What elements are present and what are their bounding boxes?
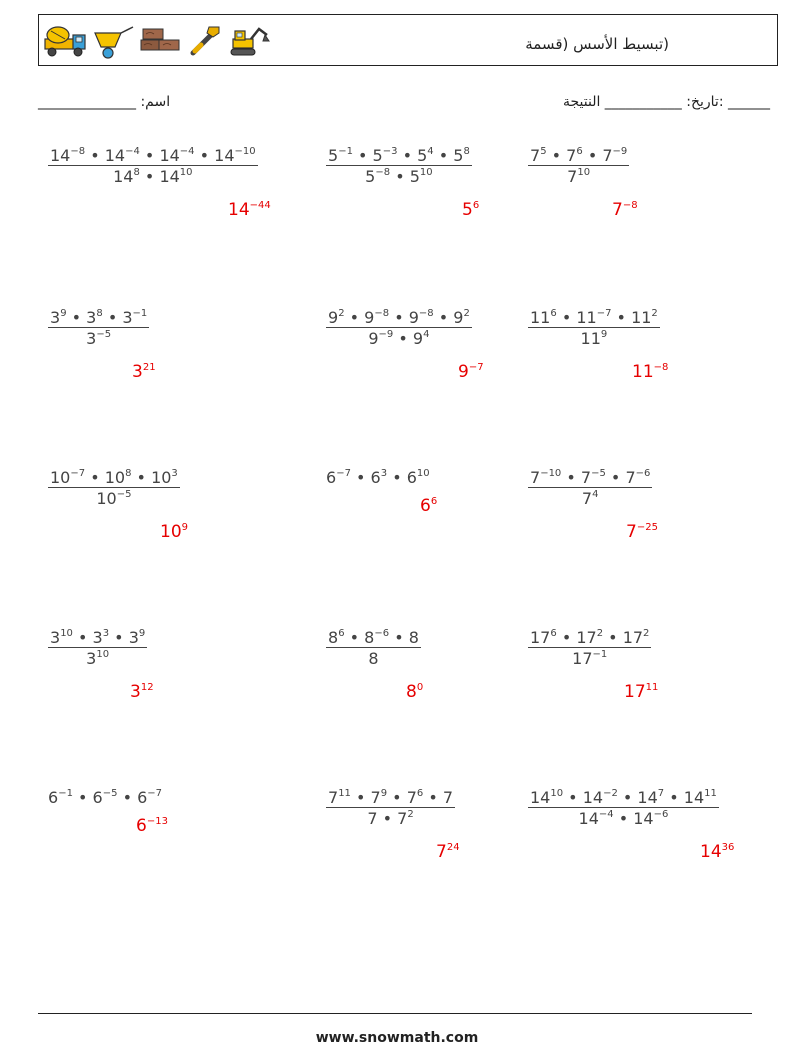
- power-term: $8^6$: [328, 628, 345, 647]
- answer-14: [436, 842, 460, 862]
- problem-12: [528, 628, 651, 668]
- power-term: $6^{-7}$: [137, 788, 163, 807]
- power-term: $3^{10}$: [86, 649, 110, 668]
- answer-power: $9^{-7}$: [458, 362, 484, 382]
- denominator: [528, 327, 660, 348]
- power-term: $11^{-7}$: [576, 308, 612, 327]
- numerator: $11^6$ • $11^{-7}$ • $11^2$: [530, 308, 658, 327]
- fraction: [48, 628, 147, 668]
- cement-mixer-truck-icon: [43, 23, 87, 59]
- power-term: $7^{10}$: [567, 167, 591, 186]
- power-term: $14^{-4}$: [578, 809, 614, 828]
- fraction: [528, 308, 660, 348]
- answer-power: $7^{24}$: [436, 842, 460, 862]
- power-term: $7^{11}$: [328, 788, 351, 807]
- worksheet-title: (تبسيط الأسس (قسمة: [525, 35, 669, 53]
- power-term: $6^{-5}$: [92, 788, 118, 807]
- answer-13: [136, 816, 168, 836]
- power-term: $6^{-7}$: [326, 468, 351, 487]
- answer-power: $5^6$: [462, 200, 480, 220]
- power-term: $3^9$: [50, 308, 67, 327]
- power-term: $5^{-3}$: [372, 146, 398, 165]
- footer-divider: [38, 1013, 752, 1014]
- numerator: $17^6$ • $17^2$ • $17^2$: [530, 628, 650, 647]
- problem-4: [48, 308, 149, 348]
- answer-power: $14^{-44}$: [228, 200, 271, 220]
- power-term: $5^{10}$: [409, 167, 433, 186]
- denominator: [528, 487, 652, 508]
- wheelbarrow-icon: [91, 23, 135, 59]
- answer-power: $10^9$: [160, 522, 189, 542]
- power-term: $14^{11}$: [683, 788, 717, 807]
- fraction: [326, 308, 472, 348]
- excavator-icon: [227, 23, 271, 59]
- problem-15: [528, 788, 719, 828]
- problem-8: [326, 468, 430, 487]
- power-term: $7^6$: [566, 146, 583, 165]
- denominator: $14^{-4}$ • $14^{-6}$: [528, 807, 719, 828]
- power-term: 7: [442, 788, 454, 807]
- fraction: [48, 308, 149, 348]
- power-term: $7^{-5}$: [580, 468, 606, 487]
- wrench-icon: [187, 23, 223, 59]
- power-term: $6^{10}$: [406, 468, 430, 487]
- answer-3: [612, 200, 638, 220]
- power-term: $3^8$: [86, 308, 103, 327]
- power-term: $17^6$: [530, 628, 557, 647]
- power-term: $14^{10}$: [530, 788, 564, 807]
- fraction: [528, 468, 652, 508]
- numerator: $10^{-7}$ • $10^8$ • $10^3$: [50, 468, 178, 487]
- power-term: $14^{-4}$: [104, 146, 140, 165]
- problem-6: [528, 308, 660, 348]
- power-term: $5^4$: [417, 146, 434, 165]
- name-field: اسم: ______________: [38, 94, 171, 110]
- power-term: $14^{-10}$: [214, 146, 256, 165]
- answer-5: [458, 362, 484, 382]
- problem-3: [528, 146, 629, 186]
- fraction: [528, 628, 651, 668]
- numerator: $5^{-1}$ • $5^{-3}$ • $5^4$ • $5^8$: [328, 146, 470, 165]
- power-term: $9^2$: [453, 308, 470, 327]
- answer-10: [130, 682, 154, 702]
- problem-13: [48, 788, 162, 807]
- denominator: [48, 327, 149, 348]
- answer-8: [420, 496, 437, 516]
- power-term: $9^{-8}$: [408, 308, 434, 327]
- numerator: $7^{11}$ • $7^9$ • $7^6$ • 7: [328, 788, 454, 807]
- date-score-field: ______ :تاريخ: ___________ النتيجة: [562, 94, 770, 110]
- power-term: $14^7$: [637, 788, 665, 807]
- answer-power: $8^0$: [406, 682, 424, 702]
- power-term: $5^8$: [453, 146, 470, 165]
- power-term: $5^{-1}$: [328, 146, 353, 165]
- denominator: [528, 165, 629, 186]
- power-term: $9^4$: [412, 329, 430, 348]
- fraction: [326, 146, 472, 186]
- expression: $6^{-7}$ • $6^3$ • $6^{10}$: [326, 468, 430, 487]
- denominator: $5^{-8}$ • $5^{10}$: [326, 165, 472, 186]
- answer-power: $6^6$: [420, 496, 438, 516]
- answer-15: [700, 842, 734, 862]
- power-term: $14^{10}$: [159, 167, 193, 186]
- problem-9: [528, 468, 652, 508]
- numerator: $14^{-8}$ • $14^{-4}$ • $14^{-4}$ • $14^{-10}$: [50, 146, 256, 165]
- power-term: $8^{-6}$: [364, 628, 390, 647]
- denominator: [326, 647, 421, 668]
- power-term: $11^9$: [580, 329, 608, 348]
- answer-power: $11^{-8}$: [632, 362, 669, 382]
- power-term: $3^{-1}$: [122, 308, 148, 327]
- answer-2: [462, 200, 479, 220]
- power-term: $7^{-10}$: [530, 468, 562, 487]
- footer-site: www.snowmath.com: [315, 1030, 479, 1046]
- denominator: 7 • $7^2$: [326, 807, 455, 828]
- answer-power: $7^{-25}$: [626, 522, 658, 542]
- power-term: $3^{10}$: [50, 628, 73, 647]
- power-term: $17^{-1}$: [572, 649, 608, 668]
- answer-6: [632, 362, 668, 382]
- denominator: [48, 487, 180, 508]
- power-term: $17^2$: [576, 628, 604, 647]
- power-term: $9^2$: [328, 308, 345, 327]
- denominator: [528, 647, 651, 668]
- fraction: [326, 788, 455, 828]
- answer-power: $14^{36}$: [700, 842, 735, 862]
- numerator: $14^{10}$ • $14^{-2}$ • $14^7$ • $14^{11}$: [530, 788, 717, 807]
- answer-power: $3^{12}$: [130, 682, 154, 702]
- answer-4: [132, 362, 156, 382]
- problem-1: [48, 146, 258, 186]
- answer-power: $7^{-8}$: [612, 200, 638, 220]
- power-term: $7^{-6}$: [625, 468, 651, 487]
- power-term: $14^{-2}$: [582, 788, 618, 807]
- answer-power: $6^{-13}$: [136, 816, 168, 836]
- power-term: $6^3$: [370, 468, 388, 487]
- denominator: $14^8$ • $14^{10}$: [48, 165, 258, 186]
- worksheet-header: [38, 14, 778, 66]
- power-term: $7^6$: [406, 788, 424, 807]
- answer-9: [626, 522, 658, 542]
- power-term: $3^3$: [92, 628, 110, 647]
- wood-planks-icon: [139, 23, 183, 59]
- answer-7: [160, 522, 188, 542]
- power-term: $17^2$: [622, 628, 650, 647]
- problem-7: [48, 468, 180, 508]
- problem-5: [326, 308, 472, 348]
- power-term: $6^{-1}$: [48, 788, 73, 807]
- power-term: 7: [367, 809, 378, 828]
- denominator: [48, 647, 147, 668]
- power-term: $10^3$: [151, 468, 178, 487]
- numerator: $3^9$ • $3^8$ • $3^{-1}$: [50, 308, 148, 327]
- answer-power: $3^{21}$: [132, 362, 156, 382]
- answer-power: $17^{11}$: [624, 682, 659, 702]
- fraction: [528, 146, 629, 186]
- power-term: $9^{-8}$: [364, 308, 390, 327]
- power-term: $7^2$: [397, 809, 414, 828]
- problem-14: [326, 788, 455, 828]
- power-term: $10^8$: [104, 468, 132, 487]
- fraction: [326, 628, 421, 668]
- power-term: $11^2$: [631, 308, 658, 327]
- numerator: $8^6$ • $8^{-6}$ • 8: [328, 628, 419, 647]
- fraction: [528, 788, 719, 828]
- numerator: $9^2$ • $9^{-8}$ • $9^{-8}$ • $9^2$: [328, 308, 470, 327]
- numerator: $3^{10}$ • $3^3$ • $3^9$: [50, 628, 146, 647]
- power-term: $14^{-8}$: [50, 146, 86, 165]
- power-term: $7^9$: [370, 788, 388, 807]
- power-term: $7^4$: [581, 489, 599, 508]
- power-term: $14^8$: [113, 167, 140, 186]
- numerator: $7^5$ • $7^6$ • $7^{-9}$: [530, 146, 628, 165]
- fraction: [48, 468, 180, 508]
- power-term: 8: [368, 649, 379, 668]
- problem-2: [326, 146, 472, 186]
- header-icons: [43, 21, 271, 61]
- power-term: $3^9$: [128, 628, 146, 647]
- numerator: $7^{-10}$ • $7^{-5}$ • $7^{-6}$: [530, 468, 651, 487]
- power-term: 8: [408, 628, 419, 647]
- power-term: $5^{-8}$: [365, 167, 391, 186]
- expression: $6^{-1}$ • $6^{-5}$ • $6^{-7}$: [48, 788, 163, 807]
- power-term: $14^{-6}$: [633, 809, 669, 828]
- power-term: $10^{-5}$: [96, 489, 132, 508]
- power-term: $3^{-5}$: [86, 329, 112, 348]
- answer-12: [624, 682, 658, 702]
- fraction: [48, 146, 258, 186]
- power-term: $7^{-9}$: [602, 146, 628, 165]
- power-term: $11^6$: [530, 308, 557, 327]
- answer-1: [228, 200, 271, 220]
- power-term: $10^{-7}$: [50, 468, 86, 487]
- problem-10: [48, 628, 147, 668]
- problem-11: [326, 628, 421, 668]
- denominator: $9^{-9}$ • $9^4$: [326, 327, 472, 348]
- answer-11: [406, 682, 423, 702]
- power-term: $14^{-4}$: [159, 146, 195, 165]
- power-term: $7^5$: [530, 146, 547, 165]
- power-term: $9^{-9}$: [368, 329, 394, 348]
